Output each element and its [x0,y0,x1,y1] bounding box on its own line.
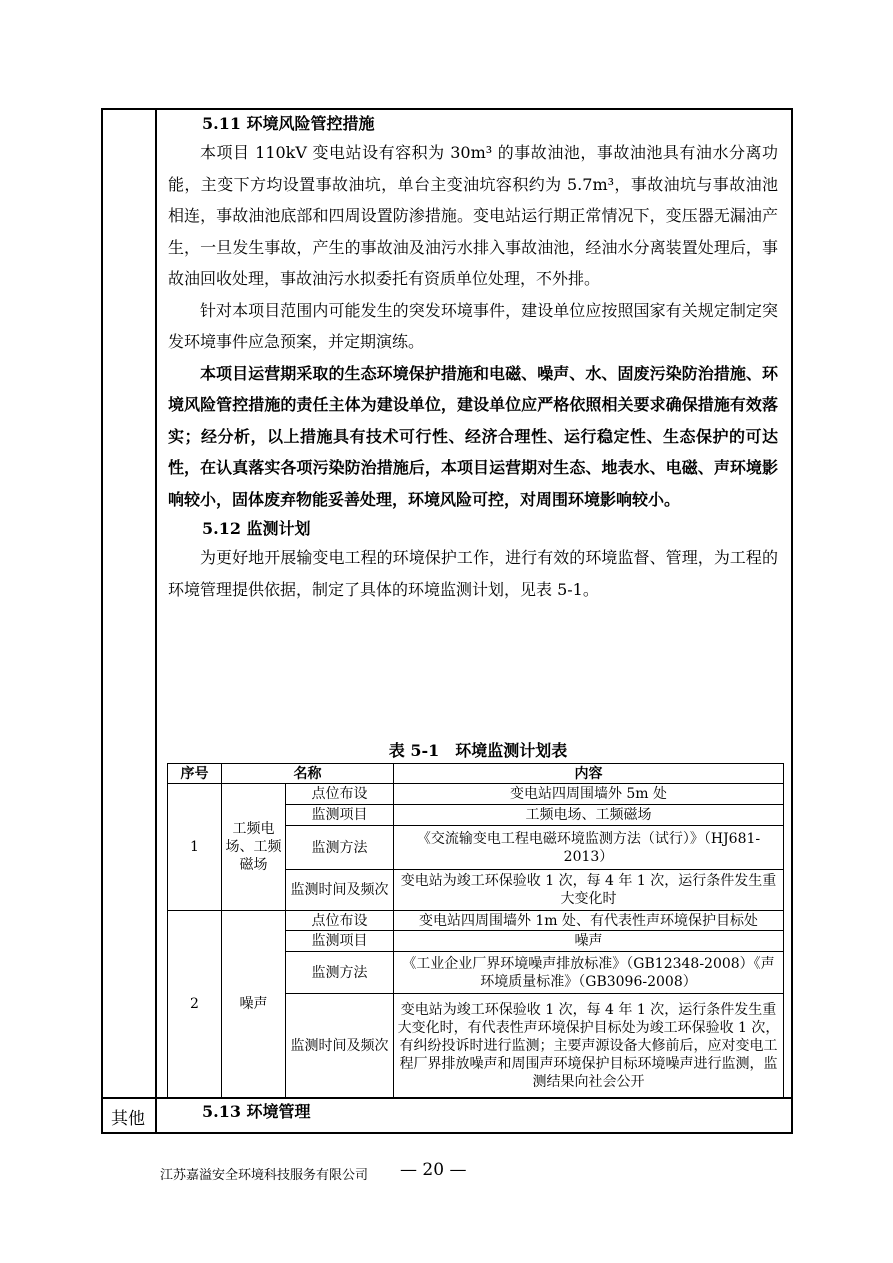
section-5-13-heading: 5.13 环境管理 [202,1102,311,1121]
monitoring-plan-table [167,763,784,1098]
row-item: 监测方法 [286,826,394,870]
section-5-11-para-1: 本项目 110kV 变电站设有容积为 30m³ 的事故油池，事故油池具有油水分离功能，主变下方均设置事故油坑，单台主变油坑容积约为 5.7m³，事故油坑与事故油池相连，事故油池底部和四周设置防渗措施。变电站运行期正常情况下，变压器无漏油产生，一旦发生事故，产生的事故油及油污水排入事故油池，经油水分离装置处理后，事故油回收处理，事故油污水拟委托有资质单位处理，不外排。 [168,143,778,288]
column-divider [155,108,157,1134]
footer-company: 江苏嘉溢安全环境科技服务有限公司 [160,1168,369,1183]
group-no: 2 [168,911,222,1098]
section-5-12-para-1: 为更好地开展输变电工程的环境保护工作，进行有效的环境监督、管理，为工程的环境管理提供依据，制定了具体的环境监测计划，见表 5-1。 [168,548,778,599]
table-caption: 表 5-1 环境监测计划表 [388,741,568,760]
row-item: 监测时间及频次 [286,870,394,911]
section-5-11-heading: 5.11 环境风险管控措施 [202,114,375,133]
other-row-label: 其他 [111,1109,145,1129]
row-content: 变电站四周围墙外 5m 处 [394,784,784,805]
row-item: 监测方法 [286,952,394,994]
row-content: 工频电场、工频磁场 [394,805,784,826]
group-name: 噪声 [222,911,286,1098]
row-content: 《交流输变电工程电磁环境监测方法（试行）》（HJ681-2013） [394,826,784,870]
row-item: 点位布设 [286,911,394,931]
main-content [168,110,778,605]
page-number: — 20 — [400,1160,467,1180]
row-content: 《工业企业厂界环境噪声排放标准》（GB12348-2008）《声环境质量标准》（GB3096-2008） [394,952,784,994]
header-no: 序号 [168,764,222,784]
row-item: 监测项目 [286,931,394,952]
table-row [168,784,784,805]
table-header-row [168,764,784,784]
row-content: 变电站四周围墙外 1m 处、有代表性声环境保护目标处 [394,911,784,931]
row-item: 监测时间及频次 [286,994,394,1098]
section-5-12-heading: 5.12 监测计划 [202,519,311,538]
row-content: 噪声 [394,931,784,952]
table-row [168,911,784,931]
row-content: 变电站为竣工环保验收 1 次，每 4 年 1 次，运行条件发生重大变化时 [394,870,784,911]
group-no: 1 [168,784,222,911]
group-name: 工频电场、工频磁场 [222,784,286,911]
row-content: 变电站为竣工环保验收 1 次，每 4 年 1 次，运行条件发生重大变化时，有代表性声环境保护目标处为竣工环保验收 1 次，有纠纷投诉时进行监测；主要声源设备大修前后，应对变电工程厂界排放噪声和周围声环境保护目标环境噪声进行监测，监测结果向社会公开 [394,994,784,1098]
section-5-11-para-2: 针对本项目范围内可能发生的突发环境事件，建设单位应按照国家有关规定制定突发环境事件应急预案，并定期演练。 [168,300,778,351]
header-name: 名称 [222,764,394,784]
row-item: 监测项目 [286,805,394,826]
header-content: 内容 [394,764,784,784]
section-5-11-para-3: 本项目运营期采取的生态环境保护措施和电磁、噪声、水、固废污染防治措施、环境风险管控措施的责任主体为建设单位，建设单位应严格依照相关要求确保措施有效落实；经分析，以上措施具有技术可行性、经济合理性、运行稳定性、生态保护的可达性，在认真落实各项污染防治措施后，本项目运营期对生态、地表水、电磁、声环境影响较小，固体废弃物能妥善处理，环境风险可控，对周围环境影响较小。 [168,363,778,509]
row-item: 点位布设 [286,784,394,805]
